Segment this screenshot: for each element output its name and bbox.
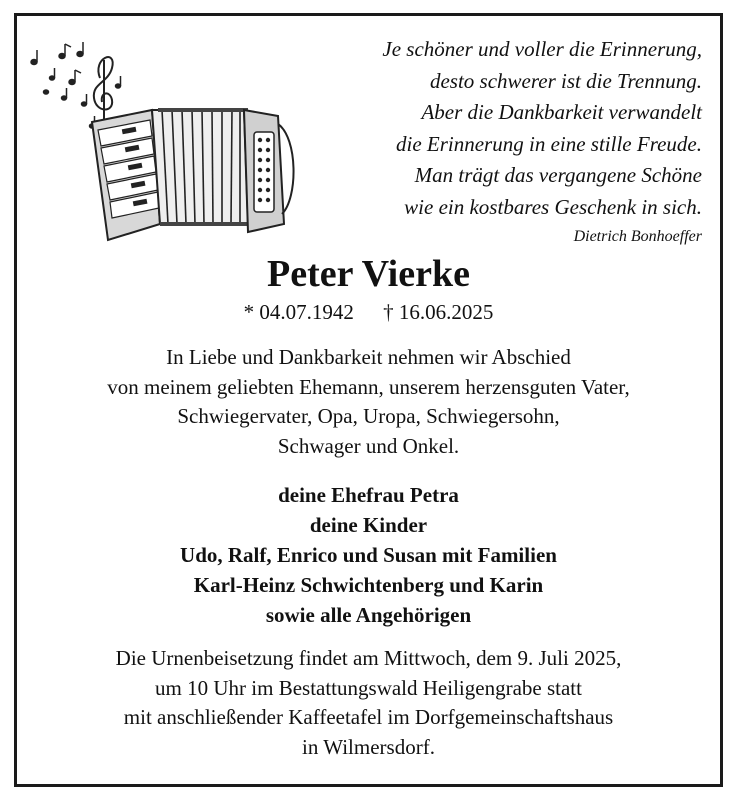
farewell-line: Schwiegervater, Opa, Uropa, Schwiegersohn,	[177, 404, 560, 428]
quote-line: die Erinnerung in eine stille Freude.	[396, 131, 702, 156]
quote-line: Je schöner und voller die Erinnerung,	[382, 37, 702, 61]
funeral-info	[0, 644, 737, 762]
quote-line: Man trägt das vergangene Schöne	[414, 163, 702, 187]
farewell-line: Schwager und Onkel.	[277, 433, 460, 458]
deceased-name: Peter Vierke	[267, 253, 470, 295]
mourner-line: deine Ehefrau Petra	[278, 483, 459, 507]
quote-line: desto schwerer ist die Trennung.	[429, 68, 702, 93]
death-date: † 16.06.2025	[383, 300, 494, 324]
mourner-line: sowie alle Angehörigen	[265, 603, 472, 627]
mourner-line: Udo, Ralf, Enrico und Susan mit Familien	[180, 543, 557, 567]
birth-date: * 04.07.1942	[243, 300, 354, 324]
farewell-line: In Liebe und Dankbarkeit nehmen wir Abschied	[166, 345, 571, 369]
memorial-quote	[282, 34, 702, 249]
mourners-list	[0, 480, 737, 630]
life-dates	[0, 297, 737, 327]
farewell-text	[0, 343, 737, 461]
accordion-with-music-notes-icon	[22, 28, 302, 246]
mourner-line: deine Kinder	[309, 513, 428, 537]
quote-line: Aber die Dankbarkeit verwandelt	[421, 100, 702, 124]
funeral-line: Die Urnenbeisetzung findet am Mittwoch, dem 9. Juli 2025,	[115, 646, 622, 670]
funeral-line: mit anschließender Kaffeetafel im Dorfgemeinschaftshaus	[123, 705, 614, 729]
quote-author: Dietrich Bonhoeffer	[573, 228, 702, 245]
mourner-line: Karl-Heinz Schwichtenberg und Karin	[193, 573, 544, 597]
funeral-line: um 10 Uhr im Bestattungswald Heiligengrabe statt	[155, 675, 582, 700]
farewell-line: von meinem geliebten Ehemann, unserem herzensguten Vater,	[107, 374, 630, 399]
funeral-line: in Wilmersdorf.	[302, 734, 435, 759]
quote-line: wie ein kostbares Geschenk in sich.	[404, 194, 702, 219]
